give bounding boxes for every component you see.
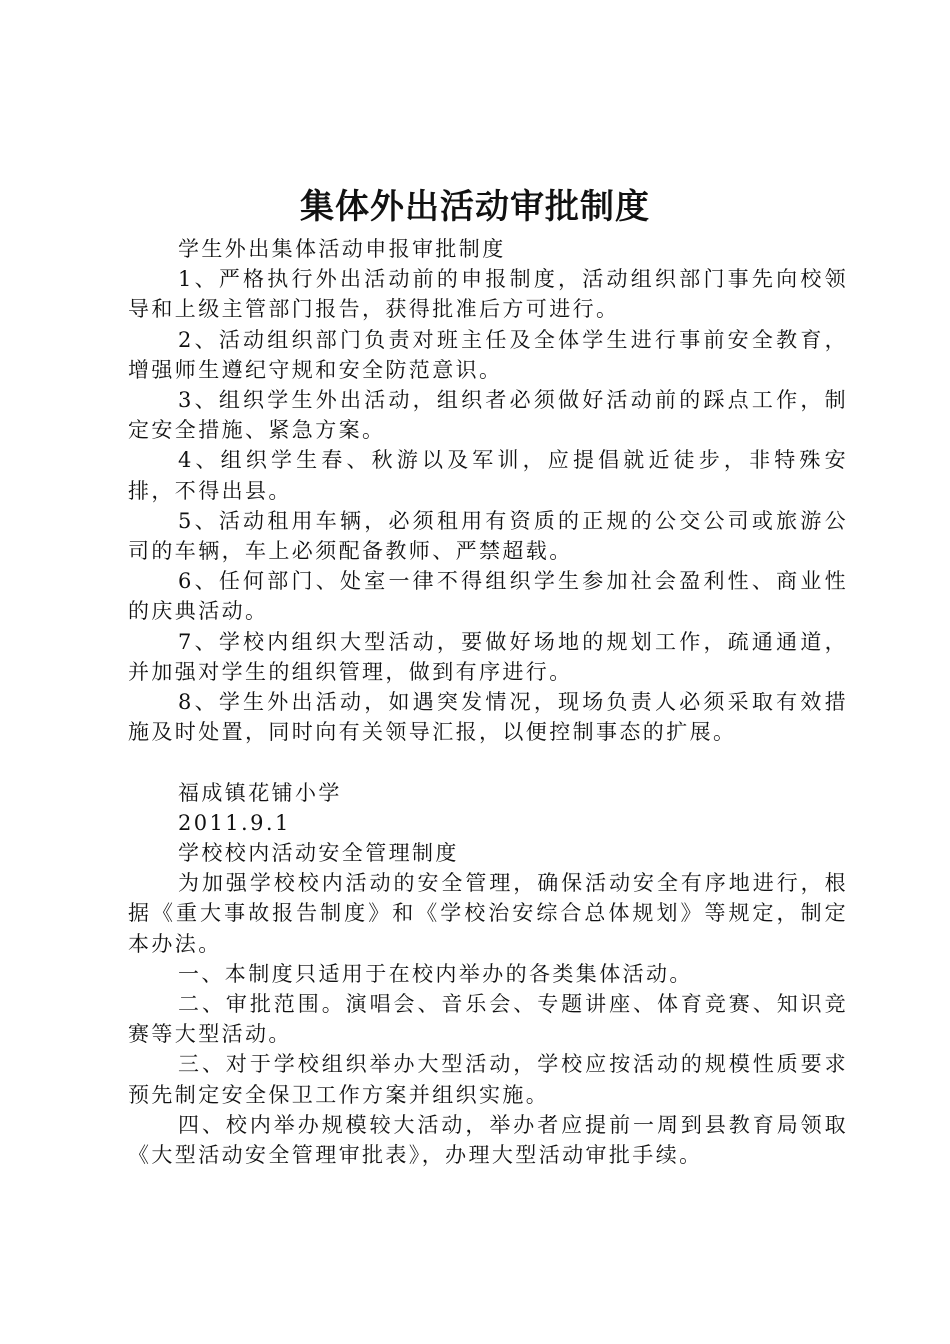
document-date: 2011.9.1 [178, 810, 291, 835]
school-name: 福成镇花铺小学 [178, 780, 342, 805]
paragraph-rule-1: 1、严格执行外出活动前的申报制度，活动组织部门事先向校领导和上级主管部门报告，获得批准后方可进行。 [128, 267, 848, 322]
paragraph-article-3: 三、对于学校组织举办大型活动，学校应按活动的规模性质要求预先制定安全保卫工作方案并组织实施。 [128, 1052, 848, 1107]
paragraph-rule-8: 8、学生外出活动，如遇突发情况，现场负责人必须采取有效措施及时处置，同时向有关领导汇报，以便控制事态的扩展。 [128, 690, 848, 745]
paragraph-article-1: 一、本制度只适用于在校内举办的各类集体活动。 [178, 961, 693, 986]
paragraph-rule-5: 5、活动租用车辆，必须租用有资质的正规的公交公司或旅游公司的车辆，车上必须配备教师、严禁超载。 [128, 508, 848, 564]
paragraph-article-4: 四、校内举办规模较大活动，举办者应提前一周到县教育局领取《大型活动安全管理审批表》，办理大型活动审批手续。 [128, 1112, 848, 1168]
blank-line [128, 747, 848, 777]
paragraph-rule-3: 3、组织学生外出活动，组织者必须做好活动前的踩点工作，制定安全措施、紧急方案。 [128, 388, 848, 443]
paragraph-rule-7: 7、学校内组织大型活动，要做好场地的规划工作，疏通通道，并加强对学生的组织管理，做到有序进行。 [128, 629, 848, 684]
section-heading-outing-approval: 学生外出集体活动申报审批制度 [178, 237, 506, 261]
paragraph-intro: 为加强学校校内活动的安全管理，确保活动安全有序地进行，根据《重大事故报告制度》和《学校治安综合总体规划》等规定，制定本办法。 [128, 871, 848, 956]
paragraph-rule-6: 6、任何部门、处室一律不得组织学生参加社会盈利性、商业性的庆典活动。 [128, 569, 848, 624]
document-body [128, 234, 848, 1170]
paragraph-rule-4: 4、组织学生春、秋游以及军训，应提倡就近徒步，非特殊安排，不得出县。 [128, 448, 848, 503]
paragraph-article-2: 二、审批范围。演唱会、音乐会、专题讲座、体育竞赛、知识竞赛等大型活动。 [128, 992, 848, 1047]
section-heading-campus-safety: 学校校内活动安全管理制度 [178, 841, 459, 866]
paragraph-rule-2: 2、活动组织部门负责对班主任及全体学生进行事前安全教育，增强师生遵纪守规和安全防范意识。 [128, 327, 848, 382]
document-title: 集体外出活动审批制度 [300, 187, 650, 227]
